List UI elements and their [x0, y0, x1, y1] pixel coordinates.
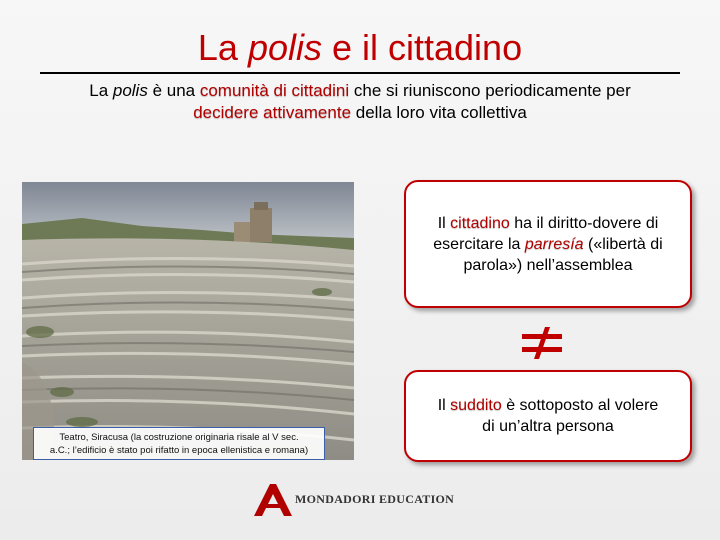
- cittadino-box: [404, 180, 692, 308]
- cittadino-text: Il cittadino ha il diritto-dovere di esercitare la parresía («libertà di parola») nell’assemblea: [433, 214, 663, 274]
- intro-text: La polis è una comunità di cittadini che si riuniscono periodicamente per decidere attivamente della loro vita collettiva: [89, 81, 631, 122]
- theatre-photo-icon: [22, 182, 354, 460]
- highlight-suddito: suddito: [450, 397, 502, 414]
- publisher-name: MONDADORI EDUCATION: [295, 492, 455, 506]
- suddito-box: [404, 370, 692, 462]
- highlight-cittadino: cittadino: [450, 214, 510, 232]
- not-equal-icon: [520, 325, 564, 361]
- title-italic: polis: [247, 27, 322, 68]
- photo-caption: Teatro, Siracusa (la costruzione originaria risale al V sec. a.C.; l’edificio è stato poi rifatto in epoca ellenistica e romana): [33, 427, 325, 460]
- title-post: e il cittadino: [321, 27, 523, 68]
- highlight-decidere: decidere attivamente: [193, 103, 352, 122]
- highlight-comunita: comunità di cittadini: [199, 81, 350, 100]
- title-underline: [40, 72, 680, 74]
- suddito-text: Il suddito è sottoposto al volere di un’altra persona: [437, 397, 659, 435]
- theatre-photo: [22, 182, 354, 460]
- slide-title: [0, 28, 720, 68]
- highlight-parresia: parresía: [524, 235, 584, 253]
- title-pre: La: [197, 27, 248, 68]
